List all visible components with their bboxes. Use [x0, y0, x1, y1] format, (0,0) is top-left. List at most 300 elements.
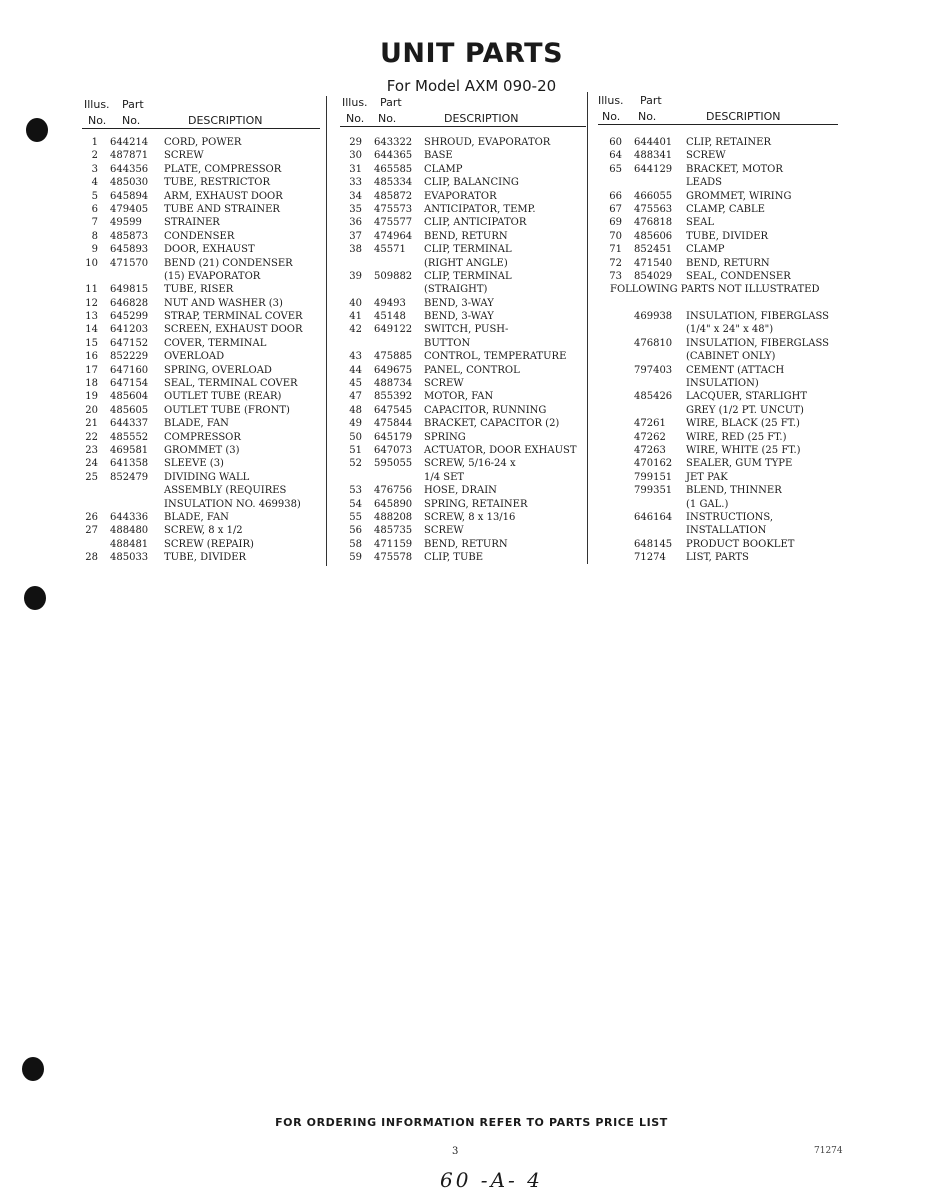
- part-description: SEAL, CONDENSER: [686, 270, 791, 282]
- part-description: PRODUCT BOOKLET: [686, 538, 795, 550]
- parts-row: [340, 404, 590, 417]
- part-description: WIRE, WHITE (25 FT.): [686, 444, 801, 456]
- part-description: LIST, PARTS: [686, 552, 749, 564]
- illus-number: 71: [609, 244, 622, 256]
- header-rule: [340, 126, 586, 127]
- parts-row: [82, 417, 322, 430]
- part-description: WIRE, BLACK (25 FT.): [686, 418, 800, 430]
- parts-row: [340, 257, 590, 270]
- parts-row: [598, 136, 843, 149]
- parts-row: [598, 297, 843, 310]
- parts-row: [598, 310, 843, 323]
- parts-row: [82, 176, 322, 189]
- parts-row: [340, 323, 590, 336]
- part-number: 470162: [634, 458, 673, 470]
- illus-number: 5: [91, 190, 98, 202]
- part-description: CLAMP: [424, 163, 463, 175]
- illus-number: 10: [85, 257, 98, 269]
- part-description: BLADE, FAN: [164, 418, 229, 430]
- part-number: 644129: [634, 163, 673, 175]
- part-description: SHROUD, EVAPORATOR: [424, 137, 551, 148]
- part-number: 474964: [374, 230, 413, 242]
- part-number: 469581: [110, 444, 149, 456]
- parts-row: [82, 551, 322, 564]
- part-description: CLAMP, CABLE: [686, 203, 765, 215]
- part-number: 647073: [374, 444, 413, 456]
- part-number: 471159: [374, 538, 413, 550]
- parts-row: [82, 216, 322, 229]
- parts-row: [340, 377, 590, 390]
- part-description: CORD, POWER: [164, 137, 242, 148]
- part-number: 644365: [374, 150, 413, 162]
- header-illus-no: No.: [346, 112, 365, 125]
- part-number: 649122: [374, 324, 413, 336]
- part-number: 475573: [374, 203, 413, 215]
- part-description: EVAPORATOR: [424, 190, 497, 202]
- part-description: INSULATION NO. 469938): [164, 498, 301, 510]
- illus-number: 70: [609, 230, 622, 242]
- part-description: OVERLOAD: [164, 351, 225, 363]
- punch-hole-top: [26, 118, 48, 142]
- part-number: 475885: [374, 351, 413, 363]
- header-rule: [82, 128, 320, 129]
- part-description: INSULATION, FIBERGLASS: [686, 311, 830, 323]
- parts-row: [340, 538, 590, 551]
- part-number: 485606: [634, 230, 673, 242]
- illus-number: 7: [91, 217, 98, 229]
- parts-row: [82, 149, 322, 162]
- illus-number: 16: [85, 351, 98, 363]
- header-illus: Illus.: [598, 94, 624, 107]
- part-number: 485030: [110, 177, 149, 189]
- parts-row: [82, 310, 322, 323]
- part-description: BRACKET, MOTOR: [686, 163, 783, 175]
- part-number: 595055: [374, 458, 413, 470]
- part-number: 485426: [634, 391, 673, 403]
- parts-row: [340, 417, 590, 430]
- illus-number: 51: [349, 444, 362, 456]
- illus-number: 31: [349, 163, 362, 175]
- parts-row: [82, 404, 322, 417]
- part-number: 45571: [374, 244, 406, 256]
- column-header: [82, 94, 322, 130]
- parts-row: [340, 471, 590, 484]
- ordering-footer: FOR ORDERING INFORMATION REFER TO PARTS PRICE LIST: [275, 1116, 668, 1129]
- illus-number: 52: [349, 458, 362, 470]
- part-number: 485604: [110, 391, 149, 403]
- illus-number: 55: [349, 511, 362, 523]
- part-description: INSTALLATION: [686, 525, 767, 537]
- part-number: 852479: [110, 471, 149, 483]
- part-description: OUTLET TUBE (FRONT): [164, 404, 290, 416]
- part-description: WIRE, RED (25 FT.): [686, 431, 787, 443]
- parts-row: [598, 350, 843, 363]
- part-description: BASE: [424, 150, 453, 162]
- parts-row: [340, 350, 590, 363]
- part-description: 1/4 SET: [424, 471, 465, 483]
- part-description: CLIP, BALANCING: [424, 177, 519, 189]
- illus-number: 58: [349, 538, 362, 550]
- header-part-no: No.: [122, 114, 141, 127]
- part-number: 475577: [374, 217, 413, 229]
- illus-number: 11: [85, 284, 98, 296]
- part-number: 645299: [110, 311, 149, 323]
- part-number: 485605: [110, 404, 149, 416]
- part-description: JET PAK: [686, 471, 728, 483]
- part-description: OUTLET TUBE (REAR): [164, 391, 282, 403]
- part-description: (STRAIGHT): [424, 284, 488, 296]
- part-description: GROMMET, WIRING: [686, 190, 792, 202]
- parts-row: [82, 484, 322, 497]
- part-description: CEMENT (ATTACH: [686, 364, 785, 376]
- part-description: (1/4" x 24" x 48"): [686, 324, 774, 336]
- part-description: COMPRESSOR: [164, 431, 241, 443]
- part-description: INSULATION): [686, 378, 759, 390]
- parts-row: [598, 323, 843, 336]
- parts-row: [82, 283, 322, 296]
- illus-number: 3: [91, 163, 98, 175]
- illus-number: 60: [609, 137, 622, 148]
- part-number: 645890: [374, 498, 413, 510]
- part-number: 643322: [374, 137, 413, 148]
- part-number: 488341: [634, 150, 673, 162]
- parts-row: [340, 203, 590, 216]
- part-number: 854029: [634, 270, 673, 282]
- part-number: 647154: [110, 378, 149, 390]
- parts-row: [82, 498, 322, 511]
- part-description: SCREW, 8 x 13/16: [424, 511, 516, 523]
- part-number: 647160: [110, 364, 149, 376]
- parts-row: [598, 190, 843, 203]
- page-number: 3: [452, 1146, 459, 1157]
- parts-row: [598, 337, 843, 350]
- part-number: 644214: [110, 137, 149, 148]
- part-description: CLIP, RETAINER: [686, 137, 772, 148]
- model-subtitle: For Model AXM 090-20: [386, 77, 557, 95]
- illus-number: 13: [85, 311, 98, 323]
- part-number: 47263: [634, 444, 666, 456]
- parts-row: [82, 257, 322, 270]
- part-number: 47262: [634, 431, 666, 443]
- part-number: 479405: [110, 203, 149, 215]
- part-description: MOTOR, FAN: [424, 391, 494, 403]
- parts-row: [82, 337, 322, 350]
- part-description: SPRING, OVERLOAD: [164, 364, 272, 376]
- part-number: 475578: [374, 552, 413, 564]
- illus-number: 29: [349, 137, 362, 148]
- part-number: 646828: [110, 297, 149, 309]
- parts-row: [340, 337, 590, 350]
- illus-number: 73: [609, 270, 622, 282]
- parts-column-3: [598, 92, 843, 565]
- part-description: STRAP, TERMINAL COVER: [164, 311, 303, 323]
- parts-row: [598, 551, 843, 564]
- illus-number: 24: [85, 458, 98, 470]
- part-description: SWITCH, PUSH-: [424, 324, 509, 336]
- part-description: SCREW: [424, 525, 464, 537]
- part-description: DOOR, EXHAUST: [164, 244, 255, 256]
- header-illus: Illus.: [84, 98, 110, 111]
- part-number: 799151: [634, 471, 673, 483]
- part-description: SCREW: [164, 150, 204, 162]
- part-description: BEND (21) CONDENSER: [164, 257, 293, 269]
- part-description: PANEL, CONTROL: [424, 364, 520, 376]
- part-description: CLIP, ANTICIPATOR: [424, 217, 527, 229]
- part-description: ASSEMBLY (REQUIRES: [164, 485, 287, 497]
- illus-number: 34: [349, 190, 362, 202]
- part-description: ACTUATOR, DOOR EXHAUST: [424, 444, 577, 456]
- illus-number: 23: [85, 444, 98, 456]
- illus-number: 64: [609, 150, 622, 162]
- note-text: FOLLOWING PARTS NOT ILLUSTRATED: [610, 284, 820, 296]
- part-description: INSTRUCTIONS,: [686, 511, 774, 523]
- illus-number: 49: [349, 418, 362, 430]
- parts-row: [340, 551, 590, 564]
- part-number: 49493: [374, 297, 406, 309]
- parts-row: [340, 136, 590, 149]
- illus-number: 8: [91, 230, 98, 242]
- parts-row: [598, 283, 843, 296]
- part-number: 475563: [634, 203, 673, 215]
- part-description: BEND, RETURN: [424, 230, 508, 242]
- page-title: UNIT PARTS: [379, 38, 564, 69]
- part-number: 644337: [110, 418, 149, 430]
- parts-row: [340, 310, 590, 323]
- parts-row: [82, 390, 322, 403]
- illus-number: 41: [349, 311, 362, 323]
- parts-row: [598, 471, 843, 484]
- illus-number: 20: [85, 404, 98, 416]
- illus-number: 9: [91, 244, 98, 256]
- parts-row: [340, 149, 590, 162]
- illus-number: 4: [91, 177, 98, 189]
- punch-hole-middle: [24, 586, 46, 610]
- parts-row: [82, 136, 322, 149]
- illus-number: 15: [85, 337, 98, 349]
- illus-number: 19: [85, 391, 98, 403]
- part-description: SCREW: [686, 150, 726, 162]
- illus-number: 35: [349, 203, 362, 215]
- part-number: 509882: [374, 270, 413, 282]
- part-description: SCREW: [424, 378, 464, 390]
- illus-number: 65: [609, 163, 622, 175]
- part-number: 465585: [374, 163, 413, 175]
- parts-row: [82, 377, 322, 390]
- part-description: CONTROL, TEMPERATURE: [424, 351, 567, 363]
- illus-number: 12: [85, 297, 98, 309]
- part-number: 487871: [110, 150, 149, 162]
- part-description: CLIP, TERMINAL: [424, 244, 512, 256]
- part-number: 645894: [110, 190, 149, 202]
- parts-row: [82, 524, 322, 537]
- part-number: 49599: [110, 217, 142, 229]
- part-number: 644401: [634, 137, 673, 148]
- part-number: 649675: [374, 364, 413, 376]
- part-number: 485334: [374, 177, 413, 189]
- parts-list: [598, 136, 843, 565]
- part-description: PLATE, COMPRESSOR: [164, 163, 282, 175]
- header-illus-no: No.: [88, 114, 107, 127]
- part-description: CAPACITOR, RUNNING: [424, 404, 547, 416]
- illus-number: 22: [85, 431, 98, 443]
- parts-row: [598, 163, 843, 176]
- part-number: 71274: [634, 552, 666, 564]
- part-description: BEND, RETURN: [686, 257, 770, 269]
- part-number: 646164: [634, 511, 673, 523]
- part-number: 488208: [374, 511, 413, 523]
- illus-number: 1: [91, 137, 98, 148]
- parts-row: [82, 511, 322, 524]
- header-illus-no: No.: [602, 110, 621, 123]
- header-illus: Illus.: [342, 96, 368, 109]
- part-description: LEADS: [686, 177, 723, 189]
- parts-row: [598, 176, 843, 189]
- illus-number: 39: [349, 270, 362, 282]
- parts-row: [340, 283, 590, 296]
- parts-row: [340, 297, 590, 310]
- illus-number: 69: [609, 217, 622, 229]
- parts-row: [340, 163, 590, 176]
- part-description: INSULATION, FIBERGLASS: [686, 337, 830, 349]
- part-description: BUTTON: [424, 337, 471, 349]
- part-number: 469938: [634, 311, 673, 323]
- illus-number: 30: [349, 150, 362, 162]
- part-description: BEND, 3-WAY: [424, 311, 494, 323]
- part-description: (RIGHT ANGLE): [424, 257, 508, 269]
- part-description: ANTICIPATOR, TEMP.: [424, 203, 536, 215]
- column-header: [340, 94, 590, 130]
- parts-row: [82, 297, 322, 310]
- illus-number: 25: [85, 471, 98, 483]
- part-description: STRAINER: [164, 217, 220, 229]
- illus-number: 33: [349, 177, 362, 189]
- parts-row: [598, 484, 843, 497]
- part-number: 485552: [110, 431, 149, 443]
- parts-row: [598, 417, 843, 430]
- parts-row: [340, 190, 590, 203]
- part-number: 799351: [634, 485, 673, 497]
- illus-number: 54: [349, 498, 362, 510]
- parts-row: [340, 444, 590, 457]
- part-description: DIVIDING WALL: [164, 471, 250, 483]
- illus-number: 43: [349, 351, 362, 363]
- illus-number: 66: [609, 190, 622, 202]
- part-description: BEND, 3-WAY: [424, 297, 494, 309]
- illus-number: 67: [609, 203, 622, 215]
- parts-row: [340, 270, 590, 283]
- parts-row: [598, 511, 843, 524]
- parts-row: [82, 163, 322, 176]
- part-description: TUBE, RESTRICTOR: [164, 177, 270, 189]
- column-divider: [326, 96, 327, 566]
- parts-row: [82, 457, 322, 470]
- parts-row: [598, 257, 843, 270]
- part-description: CONDENSER: [164, 230, 235, 242]
- parts-row: [340, 431, 590, 444]
- illus-number: 14: [85, 324, 98, 336]
- part-number: 485735: [374, 525, 413, 537]
- parts-row: [598, 538, 843, 551]
- illus-number: 37: [349, 230, 362, 242]
- illus-number: 53: [349, 485, 362, 497]
- part-number: 45148: [374, 311, 406, 323]
- part-description: TUBE, DIVIDER: [164, 552, 247, 564]
- parts-row: [598, 524, 843, 537]
- parts-row: [82, 350, 322, 363]
- parts-row: [82, 444, 322, 457]
- illus-number: 44: [349, 364, 362, 376]
- part-number: 476818: [634, 217, 673, 229]
- part-description: SEAL: [686, 217, 715, 229]
- punch-hole-bottom: [22, 1057, 44, 1081]
- part-number: 466055: [634, 190, 673, 202]
- part-number: 47261: [634, 418, 666, 430]
- part-number: 485873: [110, 230, 149, 242]
- parts-row: [598, 243, 843, 256]
- parts-row: [598, 203, 843, 216]
- header-description: DESCRIPTION: [444, 112, 519, 125]
- part-description: GREY (1/2 PT. UNCUT): [686, 404, 804, 416]
- part-number: 471540: [634, 257, 673, 269]
- illus-number: 2: [91, 150, 98, 162]
- parts-row: [340, 230, 590, 243]
- part-number: 644356: [110, 163, 149, 175]
- part-description: TUBE, DIVIDER: [686, 230, 769, 242]
- part-number: 649815: [110, 284, 149, 296]
- illus-number: 18: [85, 378, 98, 390]
- header-description: DESCRIPTION: [188, 114, 263, 127]
- parts-row: [82, 203, 322, 216]
- part-description: TUBE, RISER: [164, 284, 234, 296]
- part-number: 488481: [110, 538, 149, 550]
- illus-number: 28: [85, 552, 98, 564]
- parts-row: [598, 216, 843, 229]
- part-number: 645179: [374, 431, 413, 443]
- parts-row: [82, 364, 322, 377]
- header-part: Part: [380, 96, 402, 109]
- parts-row: [598, 364, 843, 377]
- parts-row: [340, 484, 590, 497]
- part-description: BLADE, FAN: [164, 511, 229, 523]
- part-description: BLEND, THINNER: [686, 485, 782, 497]
- illus-number: 50: [349, 431, 362, 443]
- part-number: 648145: [634, 538, 673, 550]
- part-number: 485033: [110, 552, 149, 564]
- part-number: 644336: [110, 511, 149, 523]
- parts-row: [598, 457, 843, 470]
- illus-number: 26: [85, 511, 98, 523]
- parts-row: [340, 511, 590, 524]
- illus-number: 56: [349, 525, 362, 537]
- parts-row: [598, 377, 843, 390]
- parts-row: [340, 243, 590, 256]
- illus-number: 40: [349, 297, 362, 309]
- part-description: (15) EVAPORATOR: [164, 270, 261, 282]
- part-number: 852229: [110, 351, 149, 363]
- part-description: BEND, RETURN: [424, 538, 508, 550]
- parts-column-1: [82, 94, 322, 565]
- parts-row: [340, 176, 590, 189]
- illus-number: 47: [349, 391, 362, 403]
- part-description: NUT AND WASHER (3): [164, 297, 283, 309]
- column-divider: [587, 92, 588, 564]
- illus-number: 36: [349, 217, 362, 229]
- parts-row: [82, 270, 322, 283]
- illus-number: 27: [85, 525, 98, 537]
- parts-row: [340, 457, 590, 470]
- illus-number: 59: [349, 552, 362, 564]
- header-part-no: No.: [378, 112, 397, 125]
